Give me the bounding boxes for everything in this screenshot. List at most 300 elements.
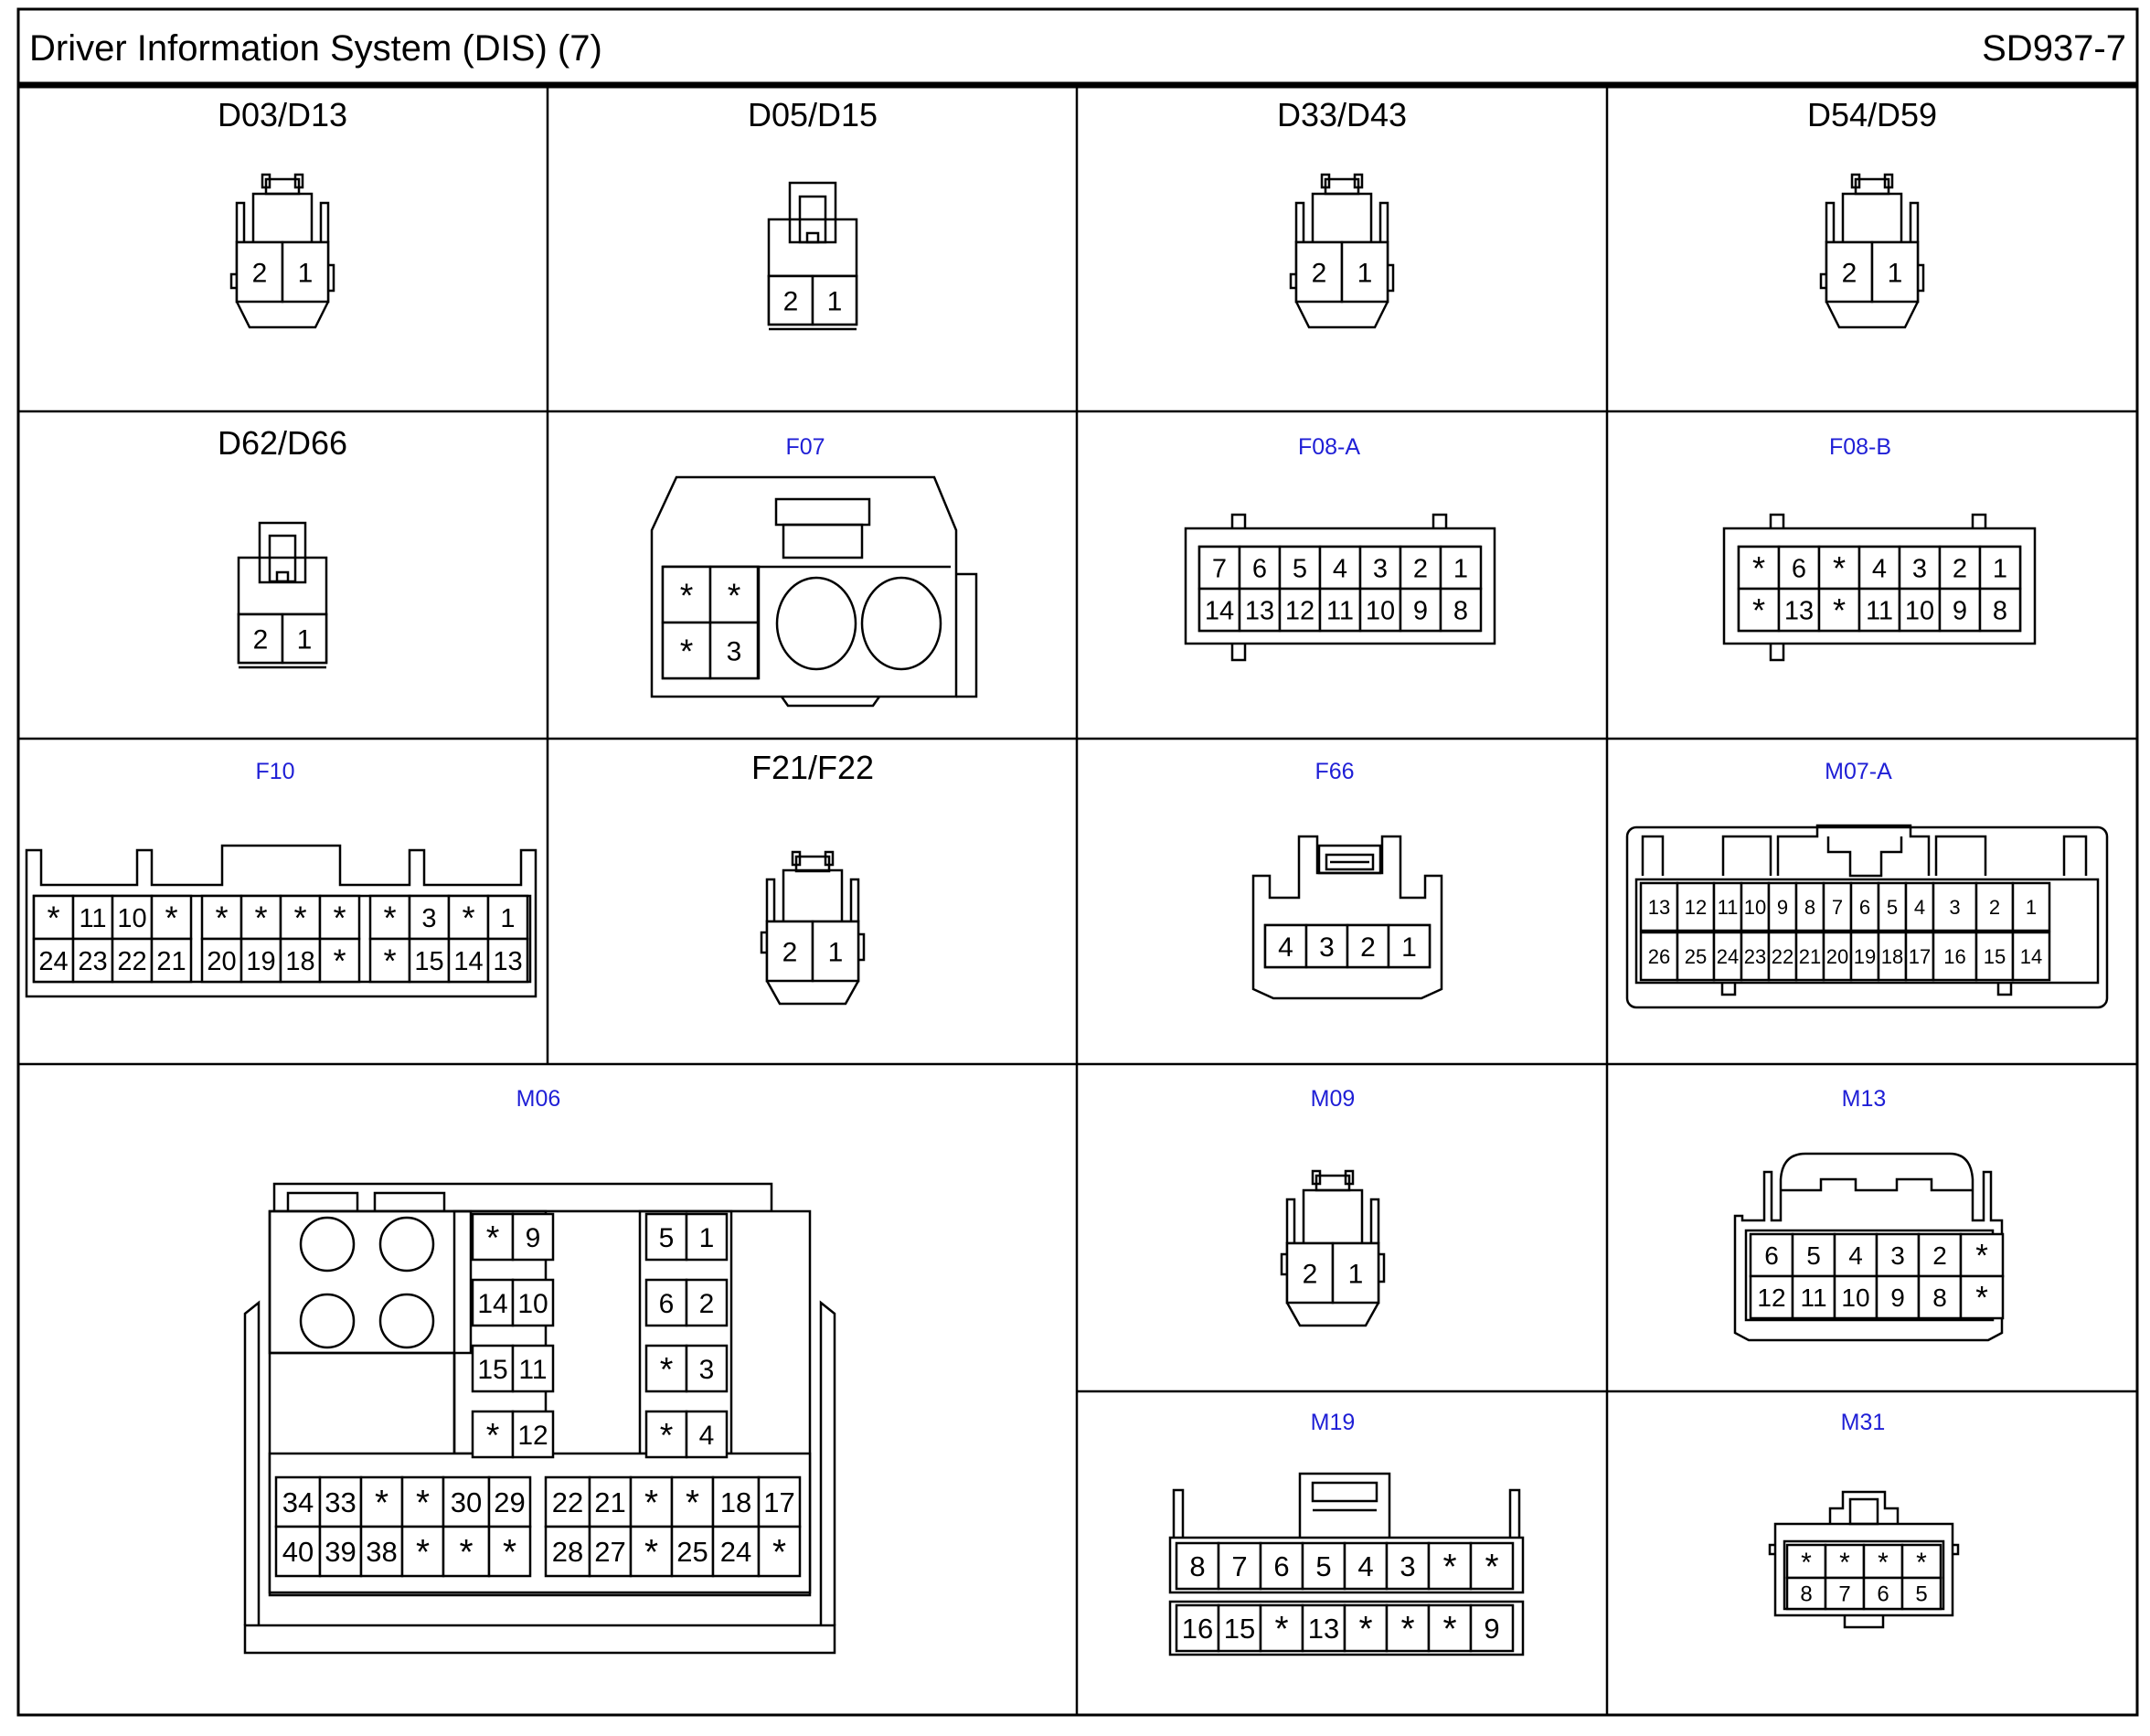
m06-pin [687, 1411, 727, 1457]
pin-label: 25 [1684, 944, 1708, 968]
pin-label: 22 [551, 1486, 584, 1519]
pin-label: 8 [1453, 596, 1469, 626]
sheet-title: Driver Information System (DIS) (7) [29, 28, 602, 69]
pin-label: 2 [1412, 554, 1429, 584]
m06-pin [759, 1477, 800, 1527]
m19-pin [1471, 1605, 1513, 1651]
m07a-pin [1851, 932, 1879, 980]
pin-label: * [1975, 1238, 1988, 1274]
f10-pin [449, 939, 488, 982]
f07-pin [710, 623, 758, 678]
f10-pin [73, 939, 112, 982]
pin-label: 2 [1360, 932, 1376, 963]
pin-label: 33 [325, 1486, 357, 1519]
pin-label: * [679, 632, 694, 670]
f08b-pin [1900, 589, 1940, 631]
pin-label: * [459, 1532, 474, 1572]
pin-label: 6 [1791, 554, 1807, 584]
m13-pin [1751, 1234, 1793, 1276]
sheet-code: SD937-7 [1982, 28, 2126, 69]
pin-label: 18 [719, 1486, 752, 1519]
caption-f08b: F08-B [1828, 434, 1892, 460]
pin-label: 12 [517, 1420, 548, 1451]
m06-pin [546, 1527, 590, 1576]
pin-label: 24 [1716, 944, 1740, 968]
m07a-pin [1769, 883, 1796, 931]
m07a-pin [1933, 883, 1976, 931]
caption-m13: M13 [1841, 1086, 1887, 1112]
m06-pin [590, 1527, 631, 1576]
pin-label: * [485, 1218, 500, 1257]
pin-label: 1 [1357, 258, 1373, 289]
f10-pin [320, 896, 359, 939]
f10-pin [202, 896, 241, 939]
d54-pin [1826, 242, 1872, 302]
m07a-pin [1769, 932, 1796, 980]
caption-f66: F66 [1314, 759, 1355, 784]
pin-label: * [215, 899, 229, 937]
m19-pin [1219, 1605, 1261, 1651]
pin-label: 1 [500, 903, 516, 933]
pin-label: 25 [676, 1536, 708, 1569]
pin-label: * [644, 1483, 659, 1523]
f08b-pin [1859, 589, 1900, 631]
pin-label: 2 [252, 624, 269, 655]
m06-pin [402, 1477, 443, 1527]
caption-f07: F07 [785, 434, 825, 460]
pin-label: 7 [1831, 895, 1844, 919]
caption-d54: D54/D59 [1806, 96, 1938, 133]
pin-label: 13 [1307, 1613, 1340, 1645]
pin-label: 1 [827, 937, 844, 968]
m09-pin [1333, 1243, 1378, 1303]
caption-d05: D05/D15 [747, 96, 878, 133]
pin-label: 7 [1211, 554, 1228, 584]
m13-pin [1751, 1276, 1793, 1318]
caption-f21: F21/F22 [750, 749, 875, 786]
m06-pin [546, 1477, 590, 1527]
pin-label: * [1442, 1609, 1457, 1649]
f08a-pin [1320, 589, 1360, 631]
pin-label: 8 [1804, 895, 1816, 919]
m07a-pin [1824, 883, 1851, 931]
f08b-pin [1819, 589, 1859, 631]
m19-pin [1429, 1605, 1471, 1651]
f66-pin [1265, 925, 1306, 967]
f08b-pin [1779, 547, 1819, 589]
f08a-pin [1320, 547, 1360, 589]
m07a-pin [1976, 883, 2013, 931]
pin-label: 5 [1292, 554, 1308, 584]
f10-pin [241, 896, 281, 939]
pin-label: * [1400, 1609, 1415, 1649]
pin-label: 18 [1880, 944, 1904, 968]
m13-pin [1835, 1276, 1877, 1318]
pin-label: * [254, 899, 268, 937]
f10-pin [34, 939, 73, 982]
m19-pin [1345, 1605, 1387, 1651]
pin-label: 30 [450, 1486, 483, 1519]
f07-pin [710, 567, 758, 623]
caption-f10: F10 [255, 759, 295, 784]
d62-pin [282, 614, 326, 663]
pin-label: 6 [1273, 1550, 1290, 1583]
m06-pin [443, 1527, 489, 1576]
pin-label: 23 [1743, 944, 1767, 968]
pin-label: 21 [594, 1486, 626, 1519]
pin-label: * [659, 1349, 674, 1389]
d54-pin [1872, 242, 1918, 302]
pin-label: 1 [1401, 932, 1417, 963]
m19-pin [1303, 1543, 1345, 1589]
m06-pin [473, 1280, 513, 1326]
pin-label: * [1751, 549, 1766, 588]
pin-label: * [383, 899, 397, 937]
pin-label: 13 [1783, 596, 1815, 626]
m07a-pin [1906, 883, 1933, 931]
m31-pin [1864, 1545, 1902, 1578]
f66-pin [1389, 925, 1430, 967]
pin-label: 21 [1798, 944, 1822, 968]
m06-pin [672, 1477, 713, 1527]
pin-label: 8 [1189, 1550, 1206, 1583]
pin-label: 22 [117, 946, 147, 976]
f08b-pin [1739, 547, 1779, 589]
pin-label: 3 [726, 636, 742, 667]
pin-label: 16 [1181, 1613, 1214, 1645]
pin-label: 28 [551, 1536, 584, 1569]
m06-pin [361, 1477, 402, 1527]
m19-pin [1176, 1543, 1219, 1589]
pin-label: 3 [1911, 554, 1928, 584]
pin-label: * [165, 899, 178, 937]
pin-label: * [1839, 1547, 1850, 1578]
pin-label: 2 [1311, 258, 1327, 289]
pin-label: 24 [38, 946, 69, 976]
pin-label: 14 [453, 946, 484, 976]
m13-pin [1877, 1276, 1919, 1318]
pin-label: 13 [493, 946, 523, 976]
pin-label: 4 [698, 1420, 715, 1451]
m31-pin [1825, 1578, 1864, 1609]
pin-label: * [415, 1483, 431, 1523]
f08a-pin [1400, 589, 1441, 631]
m06-pin [473, 1214, 513, 1260]
pin-label: 14 [477, 1288, 508, 1319]
pin-label: 16 [1943, 944, 1966, 968]
pin-label: 11 [518, 1354, 548, 1385]
m06-pin [473, 1346, 513, 1391]
f10-pin [73, 896, 112, 939]
pin-label: 40 [282, 1536, 314, 1569]
pin-label: 5 [1886, 895, 1899, 919]
f07-pin [663, 567, 710, 623]
d33-pin [1342, 242, 1388, 302]
pin-label: 12 [1284, 596, 1315, 626]
m07a-pin [1879, 883, 1906, 931]
pin-label: 20 [1825, 944, 1849, 968]
pin-label: 8 [1800, 1582, 1813, 1607]
caption-f08a: F08-A [1297, 434, 1361, 460]
m13-pin [1793, 1276, 1835, 1318]
caption-m31: M31 [1840, 1410, 1886, 1435]
pin-label: * [485, 1415, 500, 1454]
pin-label: 10 [517, 1288, 548, 1319]
pin-label: 20 [207, 946, 237, 976]
f66-pin [1347, 925, 1389, 967]
pin-label: 17 [1908, 944, 1932, 968]
pin-label: 38 [366, 1536, 398, 1569]
m31-pin [1787, 1545, 1825, 1578]
pin-label: 7 [1231, 1550, 1248, 1583]
pin-label: 22 [1771, 944, 1794, 968]
pin-label: 26 [1647, 944, 1671, 968]
m19-pin [1303, 1605, 1345, 1651]
pin-label: 27 [594, 1536, 626, 1569]
f10-pin [281, 939, 320, 982]
f08a-pin [1199, 589, 1240, 631]
m07a-pin [1906, 932, 1933, 980]
f08b-pin [1819, 547, 1859, 589]
pin-label: * [1832, 591, 1847, 630]
f08a-pin [1441, 589, 1481, 631]
caption-d62: D62/D66 [217, 424, 348, 462]
m06-pin [320, 1527, 361, 1576]
pin-label: 15 [414, 946, 444, 976]
m06-pin [631, 1477, 672, 1527]
pin-label: 5 [1915, 1582, 1928, 1607]
caption-m09: M09 [1310, 1086, 1356, 1112]
pin-label: * [293, 899, 307, 937]
f08a-pin [1240, 589, 1280, 631]
m31-pin [1825, 1545, 1864, 1578]
m31-pin [1864, 1578, 1902, 1609]
m06-pin [402, 1527, 443, 1576]
m06-pin [513, 1280, 553, 1326]
pin-label: 3 [1400, 1550, 1416, 1583]
pin-label: 2 [782, 286, 799, 317]
f10-pin [449, 896, 488, 939]
m31-pin [1902, 1578, 1941, 1609]
pin-label: 12 [1684, 895, 1708, 919]
m06-pin [713, 1477, 759, 1527]
pin-label: 14 [2019, 944, 2043, 968]
pin-label: * [415, 1532, 431, 1572]
f08a-pin [1280, 547, 1320, 589]
m19-pin [1219, 1543, 1261, 1589]
f10-pin [241, 939, 281, 982]
pin-label: * [644, 1532, 659, 1572]
pin-label: * [1485, 1547, 1499, 1587]
pin-label: 10 [1904, 596, 1935, 626]
caption-d33: D33/D43 [1276, 96, 1408, 133]
f10-pin [152, 939, 191, 982]
pin-label: * [502, 1532, 517, 1572]
pin-label: 4 [1357, 1550, 1374, 1583]
pin-label: * [1751, 591, 1766, 630]
pin-label: 2 [1952, 554, 1968, 584]
m13-pin [1919, 1276, 1961, 1318]
f10-pin [152, 896, 191, 939]
pin-label: 2 [1988, 895, 2001, 919]
pin-label: 8 [1932, 1283, 1947, 1313]
pin-label: 4 [1848, 1241, 1863, 1271]
m06-pin [759, 1527, 800, 1576]
caption-d03: D03/D13 [217, 96, 348, 133]
m06-pin [513, 1411, 553, 1457]
m06-pin [713, 1527, 759, 1576]
pin-label: 12 [1757, 1283, 1786, 1313]
m07a-pin [1796, 932, 1824, 980]
m31-pin [1787, 1578, 1825, 1609]
pin-label: 13 [1647, 895, 1671, 919]
pin-label: 9 [525, 1222, 541, 1253]
m06-pin [687, 1280, 727, 1326]
pin-label: 3 [1949, 895, 1961, 919]
caption-m07a: M07-A [1825, 759, 1892, 784]
f10-pin [320, 939, 359, 982]
f10-pin [34, 896, 73, 939]
pin-label: 3 [1890, 1241, 1905, 1271]
m07a-pin [1879, 932, 1906, 980]
f10-pin [488, 939, 527, 982]
m19-pin [1176, 1605, 1219, 1651]
pin-label: * [1878, 1547, 1889, 1578]
pin-label: 3 [1319, 932, 1335, 963]
m06-pin [590, 1477, 631, 1527]
m19-pin [1387, 1543, 1429, 1589]
pin-label: 34 [282, 1486, 314, 1519]
m07a-pin [1851, 883, 1879, 931]
pin-label: * [383, 942, 397, 980]
pin-label: 1 [826, 286, 843, 317]
m07a-pin [1677, 932, 1714, 980]
m07a-pin [1933, 932, 1976, 980]
m06-pin [646, 1214, 687, 1260]
f08b-pin [1739, 589, 1779, 631]
m19-pin [1471, 1543, 1513, 1589]
pin-label: * [1801, 1547, 1812, 1578]
f08a-pin [1199, 547, 1240, 589]
pin-label: 3 [698, 1354, 715, 1385]
pin-label: 6 [1764, 1241, 1779, 1271]
m06-pin [276, 1527, 320, 1576]
pin-label: 29 [494, 1486, 526, 1519]
pin-label: * [1358, 1609, 1373, 1649]
pin-label: 6 [658, 1288, 675, 1319]
m31-pin [1902, 1545, 1941, 1578]
pin-label: 5 [1315, 1550, 1332, 1583]
m06-pin [513, 1346, 553, 1391]
f08a-pin [1280, 589, 1320, 631]
pin-label: * [462, 899, 475, 937]
m19-pin [1261, 1605, 1303, 1651]
m06-pin [473, 1411, 513, 1457]
pin-label: 1 [1347, 1259, 1364, 1290]
pin-label: 2 [1841, 258, 1857, 289]
pin-label: * [333, 942, 346, 980]
f10-pin [112, 896, 152, 939]
f08a-pin [1240, 547, 1280, 589]
pin-label: 14 [1204, 596, 1235, 626]
m06-pin [631, 1527, 672, 1576]
m19-pin [1261, 1543, 1303, 1589]
pin-label: * [685, 1483, 700, 1523]
m07a-pin [1641, 883, 1677, 931]
m19-pin [1429, 1543, 1471, 1589]
m07a-pin [1976, 932, 2013, 980]
f08b-pin [1779, 589, 1819, 631]
m07a-pin [2013, 932, 2049, 980]
pin-label: 4 [1278, 932, 1293, 963]
m06-pin [361, 1527, 402, 1576]
pin-label: 39 [325, 1536, 357, 1569]
pin-label: 7 [1838, 1582, 1851, 1607]
pin-label: 1 [2025, 895, 2038, 919]
pin-label: * [47, 899, 60, 937]
f10-pin [370, 896, 410, 939]
m19-pin [1345, 1543, 1387, 1589]
f08b-pin [1900, 547, 1940, 589]
m19-pin [1387, 1605, 1429, 1651]
m07a-pin [1714, 932, 1741, 980]
pin-label: 2 [251, 258, 268, 289]
f10-pin [112, 939, 152, 982]
m13-pin [1793, 1234, 1835, 1276]
m13-pin [1835, 1234, 1877, 1276]
pin-label: 1 [698, 1222, 715, 1253]
d33-pin [1296, 242, 1342, 302]
f08a-pin [1400, 547, 1441, 589]
pin-label: 2 [1932, 1241, 1947, 1271]
pin-label: 9 [1412, 596, 1429, 626]
m07a-pin [1677, 883, 1714, 931]
pin-label: 10 [1743, 895, 1767, 919]
pin-label: 1 [1453, 554, 1469, 584]
pin-label: 11 [79, 903, 107, 933]
pin-label: 5 [1806, 1241, 1821, 1271]
m13-pin [1961, 1276, 2003, 1318]
pin-label: 2 [698, 1288, 715, 1319]
f08a-pin [1441, 547, 1481, 589]
caption-m06: M06 [516, 1086, 561, 1112]
f10-pin [488, 896, 527, 939]
pin-label: * [727, 576, 741, 614]
m13-pin [1961, 1234, 2003, 1276]
pin-label: * [333, 899, 346, 937]
caption-m19: M19 [1310, 1410, 1356, 1435]
m06-pin [687, 1214, 727, 1260]
m06-pin [443, 1477, 489, 1527]
m06-pin [489, 1527, 530, 1576]
f10-pin [202, 939, 241, 982]
d62-pin [239, 614, 282, 663]
pin-label: 9 [1776, 895, 1789, 919]
pin-label: * [679, 576, 694, 614]
pin-label: * [1832, 549, 1847, 588]
pin-label: 6 [1251, 554, 1268, 584]
pin-label: 10 [117, 903, 147, 933]
m07a-pin [1714, 883, 1741, 931]
pin-label: 23 [78, 946, 108, 976]
pin-label: 15 [477, 1354, 508, 1385]
m13-pin [1877, 1234, 1919, 1276]
pin-label: * [659, 1415, 674, 1454]
f10-pin [410, 939, 449, 982]
pin-label: 5 [658, 1222, 675, 1253]
f08b-pin [1980, 589, 2020, 631]
m07a-pin [1824, 932, 1851, 980]
